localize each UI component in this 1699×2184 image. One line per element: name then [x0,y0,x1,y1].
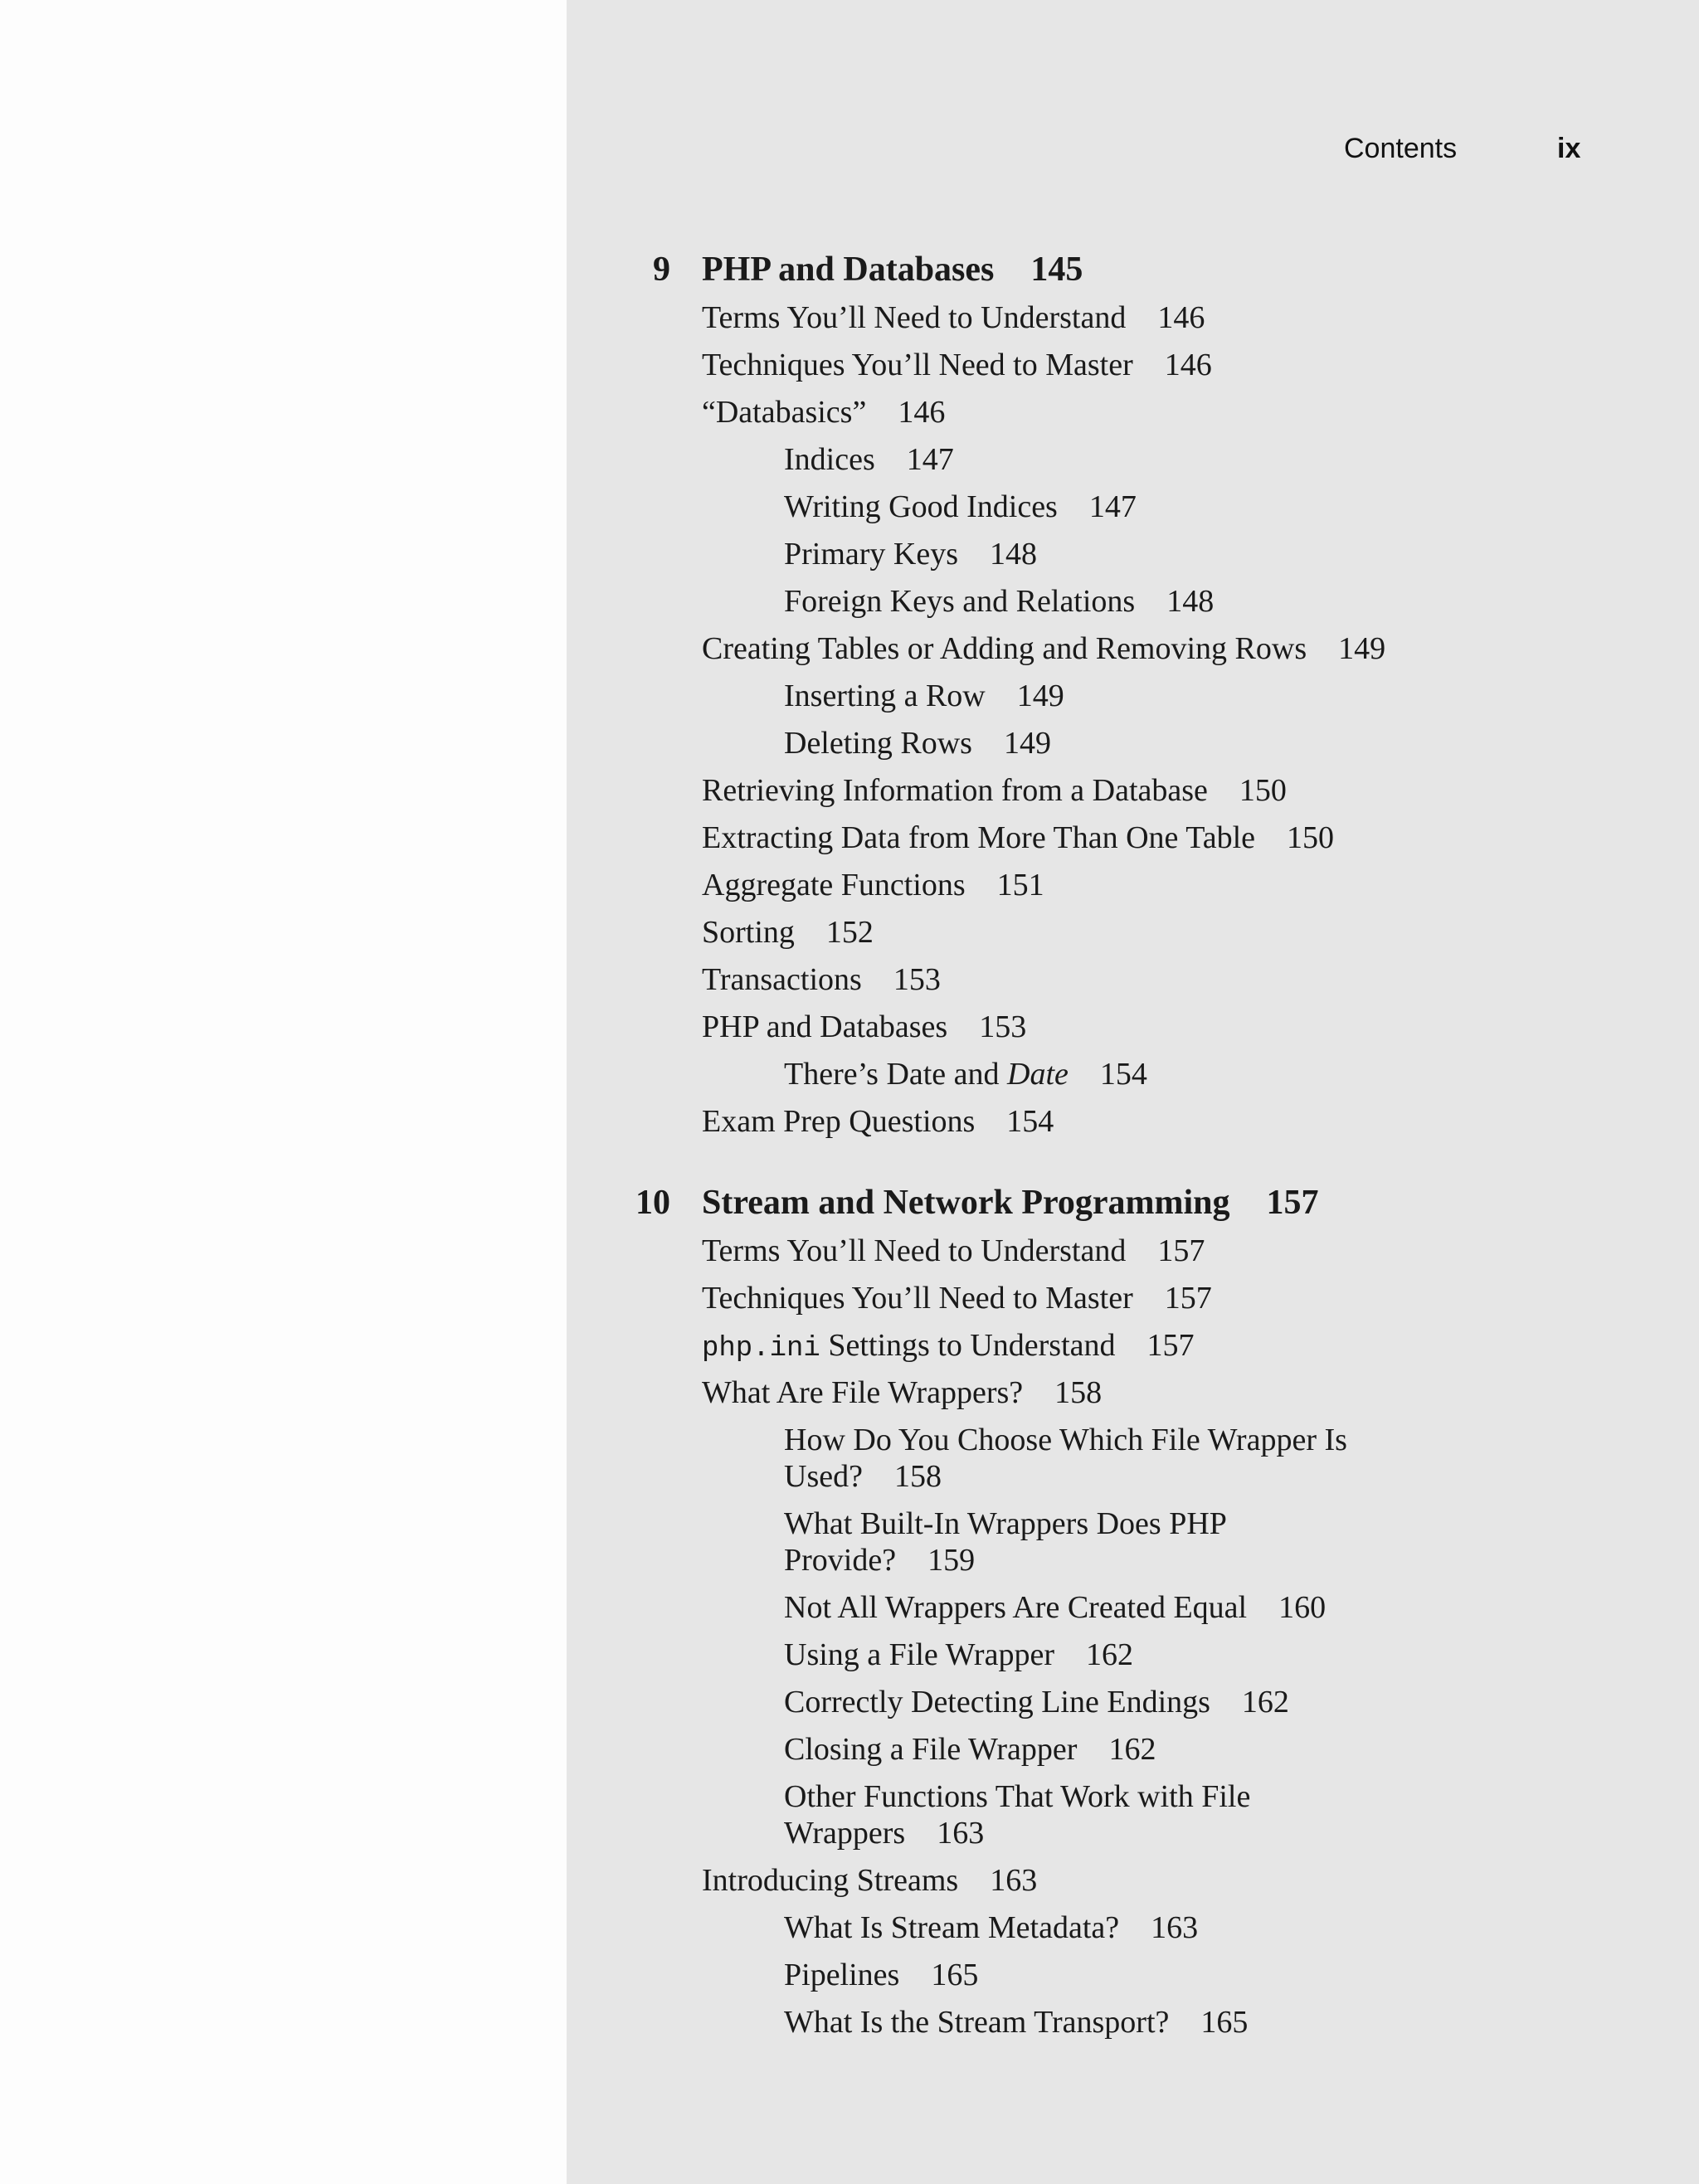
toc-entry-page: 146 [1157,300,1205,335]
chapter-title: PHP and Databases [702,251,995,289]
toc-entry-title: What Is Stream Metadata? [784,1910,1120,1945]
toc-entry-page: 149 [1016,679,1064,713]
toc-entry-title: What Are File Wrappers? [702,1375,1024,1410]
toc-entry-title: Introducing Streams [702,1863,959,1898]
toc-entry-page: 165 [1200,2005,1249,2040]
toc-entry[interactable] [702,347,1212,383]
toc-entry-page: 150 [1287,820,1335,855]
toc-entry[interactable] [702,299,1205,336]
toc-entry-page: 152 [825,915,874,950]
toc-entry[interactable] [702,1862,1037,1899]
toc-entry-page: 165 [931,1958,979,1992]
toc-entry-title: Terms You’ll Need to Understand [702,1233,1127,1268]
chapter-title: Stream and Network Programming [702,1184,1230,1222]
toc-subentry[interactable] [784,1909,1198,1946]
toc-entry-page: 147 [906,442,954,477]
toc-entry-title: Aggregate Functions [702,868,966,902]
toc-entry-title-continued: Provide? [784,1543,897,1578]
toc-subentry[interactable] [784,489,1137,525]
toc-entry-page: 153 [893,962,941,997]
toc-entry-title: PHP and Databases [702,1009,948,1044]
left-margin [0,0,567,2184]
toc-entry-page: 157 [1164,1281,1212,1316]
toc-subentry[interactable] [784,1422,1347,1458]
toc-entry-page: 146 [898,395,946,430]
toc-subentry-continued[interactable] [784,1458,942,1495]
toc-entry-title: “Databasics” [702,395,867,430]
chapter-page: 157 [1266,1184,1319,1222]
toc-entry-title: Not All Wrappers Are Created Equal [784,1590,1248,1625]
toc-subentry[interactable] [784,725,1051,761]
toc-entry-title: Inserting a Row [784,679,986,713]
toc-entry-page: 157 [1157,1233,1205,1268]
toc-entry[interactable] [702,1280,1212,1316]
toc-entry-title: Transactions [702,962,862,997]
toc-subentry-continued[interactable] [784,1815,984,1851]
toc-subentry-continued[interactable] [784,1542,975,1578]
toc-entry[interactable] [702,1103,1054,1140]
toc-entry-title: Using a File Wrapper [784,1637,1054,1672]
toc-entry[interactable] [702,630,1385,667]
toc-entry[interactable] [702,772,1287,809]
toc-entry-page: 153 [979,1009,1027,1044]
toc-entry-page: 157 [1146,1328,1195,1363]
toc-entry-title: Foreign Keys and Relations [784,584,1136,619]
toc-subentry[interactable] [784,583,1214,620]
toc-entry[interactable] [702,1327,1195,1367]
toc-entry-page: 163 [990,1863,1038,1898]
chapter-heading[interactable] [635,1182,1319,1223]
toc-entry-title: There’s Date and [784,1057,1008,1092]
toc-entry-title: Other Functions That Work with File [784,1779,1251,1814]
toc-subentry[interactable] [784,1056,1147,1092]
toc-entry-title: What Is the Stream Transport? [784,2005,1170,2040]
toc-subentry[interactable] [784,441,954,478]
chapter-heading[interactable] [653,249,1083,290]
toc-entry-title: Exam Prep Questions [702,1104,976,1139]
toc-subentry[interactable] [784,1778,1250,1815]
toc-entry[interactable] [702,1374,1102,1411]
toc-subentry[interactable] [784,1589,1326,1626]
toc-entry-title: Correctly Detecting Line Endings [784,1685,1210,1719]
chapter-page: 145 [1030,251,1083,289]
toc-entry-page: 148 [990,537,1038,572]
toc-entry[interactable] [702,914,874,951]
toc-entry-title: Retrieving Information from a Database [702,773,1208,808]
toc-entry-title: How Do You Choose Which File Wrapper Is [784,1423,1347,1457]
toc-entry-title: Primary Keys [784,537,959,572]
running-head [567,133,1699,174]
toc-entry[interactable] [702,820,1334,856]
toc-subentry[interactable] [784,1731,1156,1768]
toc-entry-page: 163 [937,1816,985,1851]
toc-entry-code: php.ini [702,1333,820,1364]
toc-entry-page: 149 [1003,726,1051,761]
toc-entry[interactable] [702,1233,1205,1269]
toc-entry-title: Closing a File Wrapper [784,1732,1078,1767]
toc-entry[interactable] [702,1009,1026,1045]
toc-entry-page: 146 [1164,348,1212,382]
toc-entry-page: 163 [1151,1910,1199,1945]
toc-subentry[interactable] [784,2004,1248,2041]
toc-entry-page: 160 [1278,1590,1327,1625]
toc-entry-title-continued: Wrappers [784,1816,906,1851]
toc-entry-page: 147 [1088,489,1137,524]
chapter-number: 10 [635,1184,670,1222]
toc-subentry[interactable] [784,678,1064,714]
toc-entry-title: Deleting Rows [784,726,972,761]
chapter-number: 9 [653,251,670,289]
toc-entry-title: Indices [784,442,875,477]
toc-subentry[interactable] [784,1637,1133,1673]
toc-entry-page: 162 [1108,1732,1156,1767]
toc-entry-title: Techniques You’ll Need to Master [702,1281,1133,1316]
running-title: Contents [1344,133,1458,164]
toc-entry-page: 162 [1085,1637,1133,1672]
toc-entry-title: Terms You’ll Need to Understand [702,300,1127,335]
toc-subentry[interactable] [784,536,1037,572]
toc-entry[interactable] [702,394,945,430]
toc-entry-page: 154 [1006,1104,1054,1139]
toc-entry-title-continued: Used? [784,1459,863,1494]
toc-entry-page: 162 [1241,1685,1289,1719]
page-folio: ix [1557,133,1581,164]
toc-entry-page: 154 [1099,1057,1147,1092]
book-page [567,0,1699,2184]
toc-entry-title: What Built-In Wrappers Does PHP [784,1506,1227,1541]
toc-entry-page: 158 [893,1459,942,1494]
toc-entry[interactable] [702,961,941,998]
toc-entry-title: Pipelines [784,1958,900,1992]
toc-entry-page: 149 [1338,631,1386,666]
toc-subentry[interactable] [784,1505,1227,1542]
toc-entry-title: Settings to Understand [820,1328,1116,1363]
toc-entry-page: 158 [1054,1375,1103,1410]
toc-entry-title: Techniques You’ll Need to Master [702,348,1133,382]
toc-entry-page: 148 [1166,584,1215,619]
toc-entry-page: 150 [1239,773,1287,808]
toc-entry-page: 151 [996,868,1044,902]
toc-entry-page: 159 [927,1543,976,1578]
toc-entry-title: Extracting Data from More Than One Table [702,820,1256,855]
toc-subentry[interactable] [784,1957,978,1993]
toc-entry[interactable] [702,867,1044,903]
toc-subentry[interactable] [784,1684,1289,1720]
toc-entry-title-italic: Date [1007,1057,1069,1092]
toc-entry-title: Creating Tables or Adding and Removing Rows [702,631,1307,666]
toc-entry-title: Writing Good Indices [784,489,1058,524]
toc-entry-title: Sorting [702,915,795,950]
